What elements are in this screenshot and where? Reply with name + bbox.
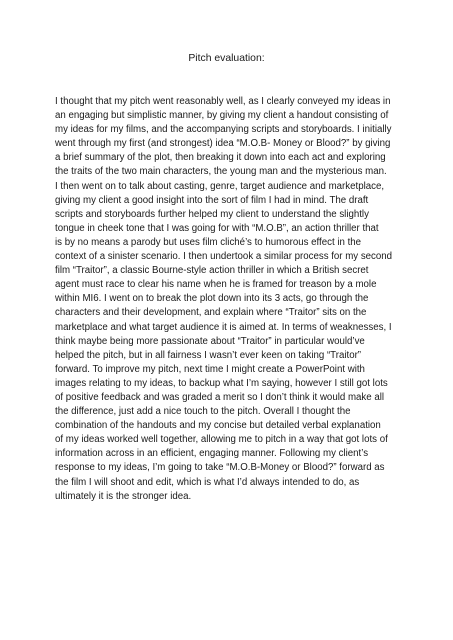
paragraph-line: information across in an efficient, engaging manner. Following my client’s (55, 448, 369, 460)
paragraph-line: went through my first (and strongest) idea “M.O.B- Money or Blood?” by giving (55, 138, 391, 150)
paragraph-line: tongue in cheek tone that I was going for with “M.O.B”, an action thriller that (55, 222, 379, 234)
paragraph-line: marketplace and what target audience it is aimed at. In terms of weaknesses, I (55, 321, 392, 333)
paragraph-line: within MI6. I went on to break the plot down into its 3 acts, go through the (55, 293, 369, 305)
paragraph-line: forward. To improve my pitch, next time I might create a PowerPoint with (55, 363, 365, 375)
paragraph-line: the difference, just add a nice touch to the pitch. Overall I thought the (55, 406, 351, 418)
paragraph-line: an engaging but simplistic manner, by giving my client a handout consisting of (55, 110, 389, 122)
paragraph-line: I thought that my pitch went reasonably well, as I clearly conveyed my ideas in (55, 96, 391, 107)
paragraph-line: I then went on to talk about casting, genre, target audience and marketplace, (55, 180, 385, 192)
paragraph-line: ultimately it is the stronger idea. (55, 490, 192, 502)
paragraph-line: images relating to my ideas, to backup what I’m saying, however I still got lots (55, 377, 388, 389)
paragraph-line: of my ideas worked well together, allowing me to pitch in a way that got lots of (55, 434, 388, 446)
paragraph-line: giving my client a good insight into the sort of film I had in mind. The draft (55, 194, 369, 206)
paragraph-line: film “Traitor”, a classic Bourne-style action thriller in which a British secret (55, 265, 369, 277)
paragraph-line: is by no means a parody but uses film cliché’s to humorous effect in the (55, 236, 362, 248)
paragraph-line: of positive feedback and was graded a merit so I don’t think it would make all (55, 391, 385, 403)
paragraph-line: helped the pitch, but in all fairness I wasn’t ever keen on taking “Traitor” (55, 349, 362, 361)
paragraph-line: context of a sinister scenario. I then undertook a similar process for my second (55, 251, 393, 263)
paragraph-line: think maybe being more passionate about “Traitor” in particular would’ve (55, 335, 365, 347)
paragraph-line: characters and their development, and explain where “Traitor” sits on the (55, 307, 367, 319)
paragraph-line: my ideas for my films, and the accompanying scripts and storyboards. I initially (55, 124, 392, 136)
paragraph-line: the traits of the two main characters, the young man and the mysterious man. (55, 166, 387, 178)
paragraph-line: combination of the handouts and my concise but detailed verbal explanation (55, 420, 381, 432)
paragraph-line: response to my ideas, I’m going to take “M.O.B-Money or Blood?” forward as (55, 462, 385, 474)
page-title: Pitch evaluation: (188, 53, 265, 64)
paragraph-line: agent must race to clear his name when he is framed for treason by a mole (55, 279, 377, 291)
paragraph-line: the film I will shoot and edit, which is what I’d always intended to do, as (55, 476, 360, 488)
paragraph-line: scripts and storyboards further helped my client to understand the slightly (55, 208, 369, 220)
paragraph-line: a brief summary of the plot, then breaking it down into each act and exploring (55, 152, 386, 164)
body-paragraph (55, 95, 400, 504)
